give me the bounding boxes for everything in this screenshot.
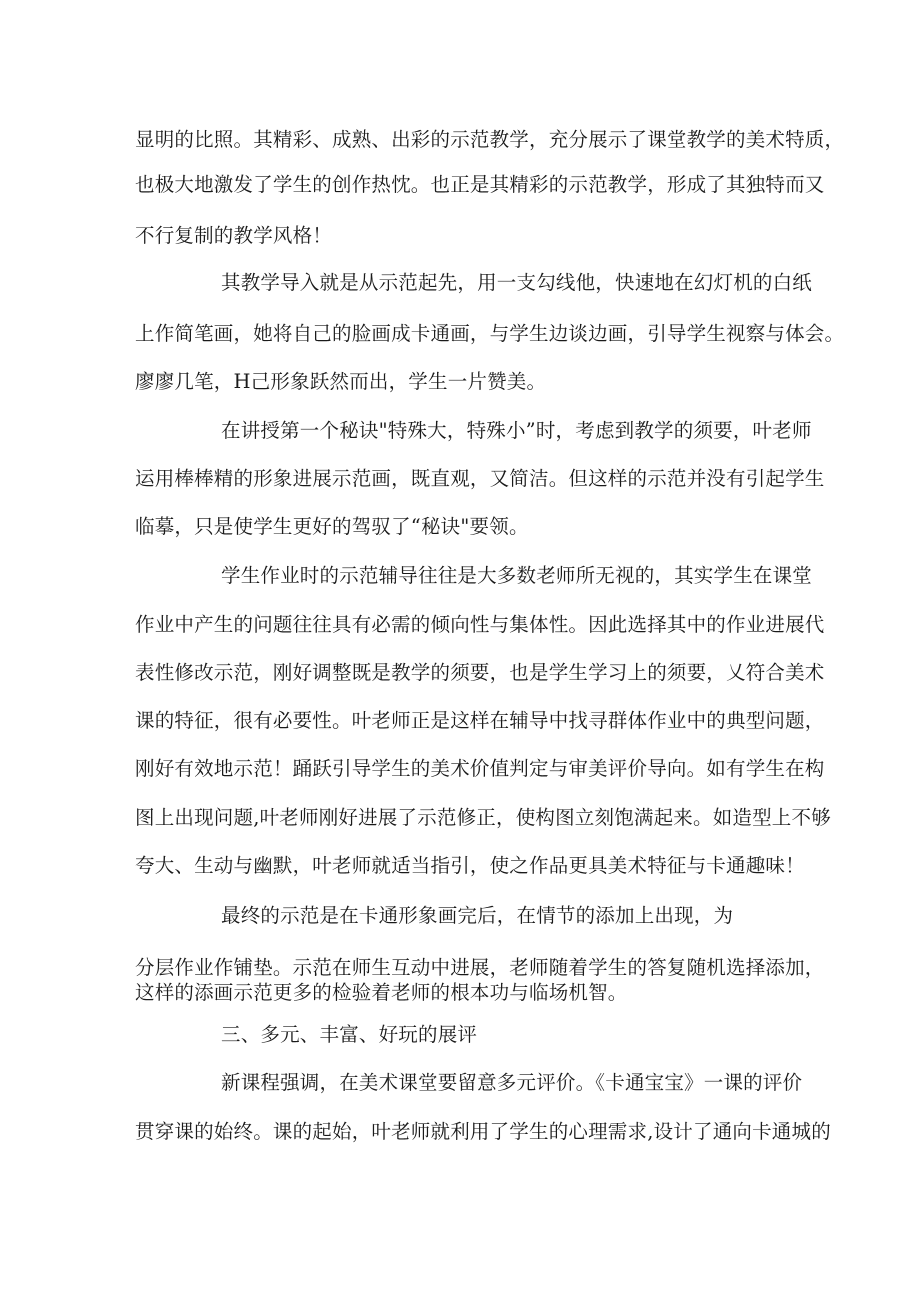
text-line: 新课程强调，在美术课堂要留意多元评价。《卡通宝宝》一课的评价 (221, 1071, 803, 1094)
text-line: 三、多元、丰富、好玩的展评 (221, 1023, 478, 1046)
text-line: 作业中产生的问题往往具有必需的倾向性与集体性。因此选择其中的作业进展代 (135, 613, 825, 636)
text-line: 表性修改示范，刚好调整既是教学的须要，也是学生学习上的须要，乂符合美术 (135, 661, 825, 684)
text-line: 在讲授第一个秘诀"特殊大，特殊小”时，考虑到教学的须要，叶老师 (221, 419, 812, 442)
text-line: 不行复制的教学风格！ (135, 224, 333, 247)
text-line: 临摹，只是使学生更好的驾驭了“秘诀"要领。 (135, 515, 529, 538)
text-line: 这样的添画示范更多的检验着老师的根本功与临场机智。 (135, 981, 628, 1004)
text-line: 学生作业时的示范辅导往往是大多数老师所无视的，其实学生在课堂 (221, 564, 813, 587)
text-line: 显明的比照。其精彩、成熟、出彩的示范教学，充分展示了课堂教学的美术特质， (135, 128, 845, 151)
text-line: 夸大、生动与幽默，叶老师就适当指引，使之作品更具美术特征与卡通趣味！ (135, 854, 805, 877)
text-line: 廖廖几笔，H己形象跃然而出，学生一片赞美。 (135, 370, 547, 393)
text-line: 课的特征，很有必要性。叶老师正是这样在辅导中找寻群体作业中的典型问题， (135, 709, 825, 732)
text-line: 最终的示范是在卡通形象画完后，在情节的添加上出现，为 (221, 904, 734, 927)
text-line: 刚好有效地示范！踊跃引导学生的美术价值判定与审美评价导向。如有学生在构 (135, 757, 825, 780)
text-line: 上作简笔画，她将自己的脸画成卡通画，与学生边谈边画，引导学生视察与体会。 (135, 322, 845, 345)
text-line: 也极大地激发了学生的创作热忱。也正是其精彩的示范教学，形成了其独特而又 (135, 173, 825, 196)
text-line: 运用棒棒精的形象进展示范画，既直观，又简洁。但这样的示范并没有引起学生 (135, 467, 825, 490)
text-line: 分层作业作铺垫。示范在师生互动中进展，老师随着学生的答复随机选择添加， (135, 956, 825, 979)
text-line: 其教学导入就是从示范起先，用一支勾线他，快速地在幻灯机的白纸 (221, 271, 813, 294)
text-line: 贯穿课的始终。课的起始，叶老师就利用了学生的心理需求,设计了通向卡通城的 (135, 1120, 831, 1143)
text-line: 图上出现问题,叶老师刚好进展了示范修正，使构图立刻饱满起来。如造型上不够 (135, 806, 831, 829)
